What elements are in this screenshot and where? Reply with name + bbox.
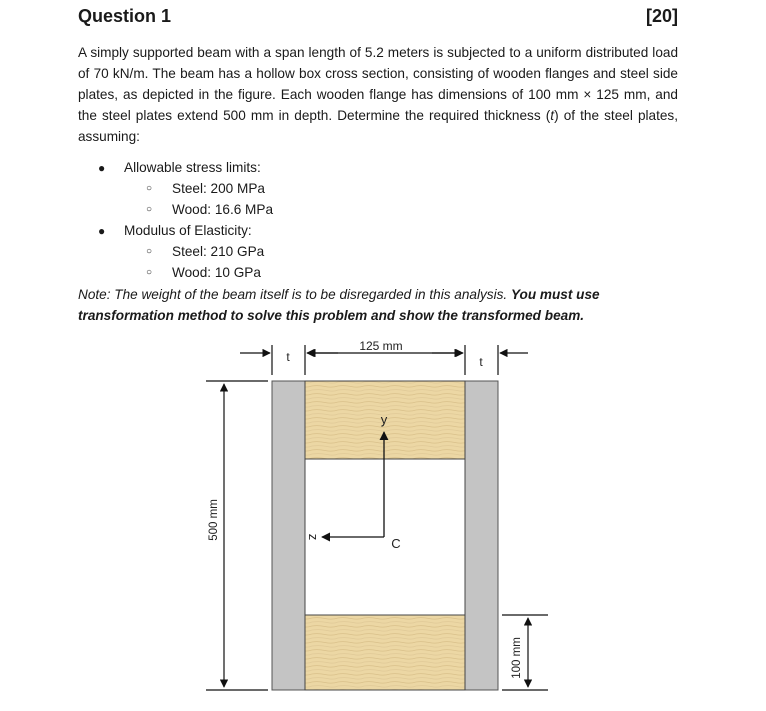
allowable-stress-label: Allowable stress limits: — [124, 160, 261, 175]
problem-text: A simply supported beam with a span length of 5.2 meters is subjected to a uniform distributed load of 70 kN/m. The beam has a hollow box cross section, consisting of wooden flanges and steel side plates, as depicted in the figure. Each wooden flange has dimensions of 100 mm × 125 mm, and the steel plates extend 500 mm in depth. Determine the required thickness ( — [78, 45, 678, 123]
centroid-label: C — [391, 536, 401, 551]
flange-depth-label: 100 mm — [511, 637, 523, 679]
circle-bullet-icon: ○ — [146, 204, 153, 215]
t-right-label: t — [479, 355, 483, 369]
question-title: Question 1 — [78, 6, 172, 26]
wood-stress: Wood: 16.6 MPa — [172, 202, 274, 217]
circle-bullet-icon: ○ — [146, 267, 153, 278]
note-italic: Note: The weight of the beam itself is to be disregarded in this analysis. — [78, 287, 508, 302]
steel-stress: Steel: 200 MPa — [172, 181, 265, 196]
problem-text-end: ) of the steel plates, assuming: — [78, 108, 678, 144]
y-axis-label: y — [380, 412, 388, 427]
bullet-icon: ● — [98, 161, 106, 175]
circle-bullet-icon: ○ — [146, 183, 153, 194]
depth-label: 500 mm — [208, 499, 220, 541]
steel-plate-left — [272, 381, 305, 690]
circle-bullet-icon: ○ — [146, 246, 153, 257]
note-bold: You must use transformation method to solve this problem and show the transformed beam. — [78, 287, 600, 323]
steel-plate-right — [465, 381, 498, 690]
z-axis-label: z — [306, 533, 321, 541]
wood-modulus: Wood: 10 GPa — [172, 265, 261, 280]
modulus-label: Modulus of Elasticity: — [124, 223, 252, 238]
thickness-variable: t — [550, 108, 555, 123]
question-points: [20] — [645, 6, 678, 26]
width-label: 125 mm — [359, 339, 403, 353]
steel-modulus: Steel: 210 GPa — [172, 244, 265, 259]
t-left-label: t — [286, 350, 290, 364]
bullet-icon: ● — [98, 224, 106, 238]
wood-flange-bottom — [305, 615, 465, 690]
